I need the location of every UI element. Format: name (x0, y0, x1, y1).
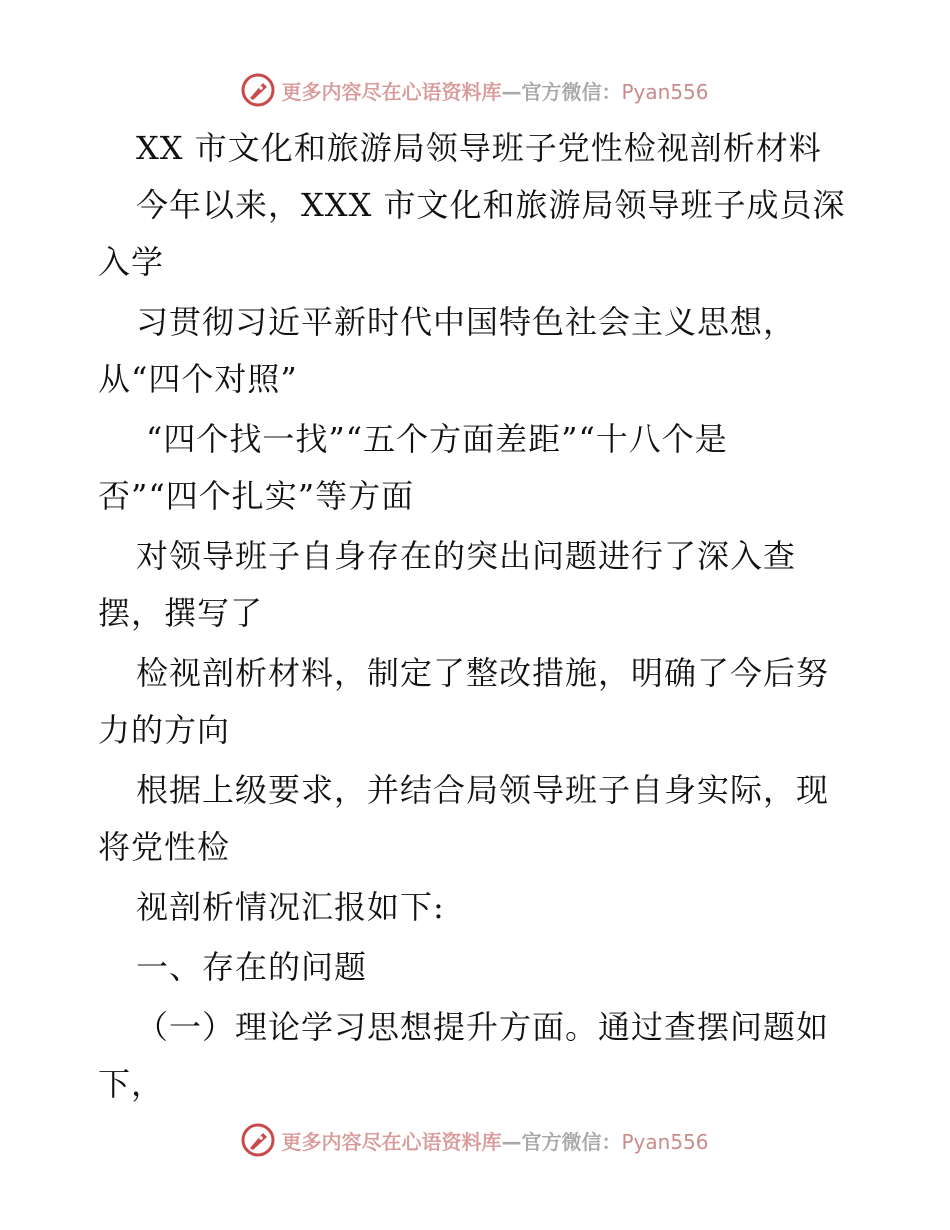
section-heading: 一、存在的问题 (136, 948, 368, 986)
paragraph-line: 习贯彻习近平新时代中国特色社会主义思想， (136, 303, 797, 341)
paragraph-line: “四个找一找”“五个方面差距”“十八个是 (146, 420, 728, 458)
paragraph-line: 摆，撰写了 (98, 594, 264, 632)
pen-nib-logo-icon (241, 1123, 275, 1157)
paragraph-line: 下， (98, 1065, 165, 1103)
subsection-heading: （一）理论学习思想提升方面。通过查摆问题如 (136, 1008, 830, 1046)
watermark-text: 更多内容尽在心语资料库—官方微信：Pyan556 (281, 79, 709, 104)
footer-watermark (0, 1120, 950, 1160)
paragraph-line: 对领导班子自身存在的突出问题进行了深入查 (136, 537, 797, 575)
paragraph-line: 力的方向 (98, 711, 231, 749)
paragraph-line: 根据上级要求，并结合局领导班子自身实际，现 (136, 771, 830, 809)
paragraph-line: 视剖析情况汇报如下: (136, 888, 445, 926)
paragraph-line: 否”“四个扎实”等方面 (98, 477, 415, 515)
document-body (98, 120, 858, 1113)
document-title: XX 市文化和旅游局领导班子党性检视剖析材料 (136, 129, 822, 167)
paragraph-line: 入学 (98, 243, 165, 281)
header-watermark (0, 70, 950, 110)
watermark-text: 更多内容尽在心语资料库—官方微信：Pyan556 (281, 1129, 709, 1154)
paragraph-line: 检视剖析材料，制定了整改措施，明确了今后努 (136, 654, 830, 692)
pen-nib-logo-icon (241, 73, 275, 107)
paragraph-line: 今年以来，XXX 市文化和旅游局领导班子成员深 (136, 186, 846, 224)
paragraph-line: 从“四个对照” (98, 360, 298, 398)
paragraph-line: 将党性检 (98, 828, 231, 866)
